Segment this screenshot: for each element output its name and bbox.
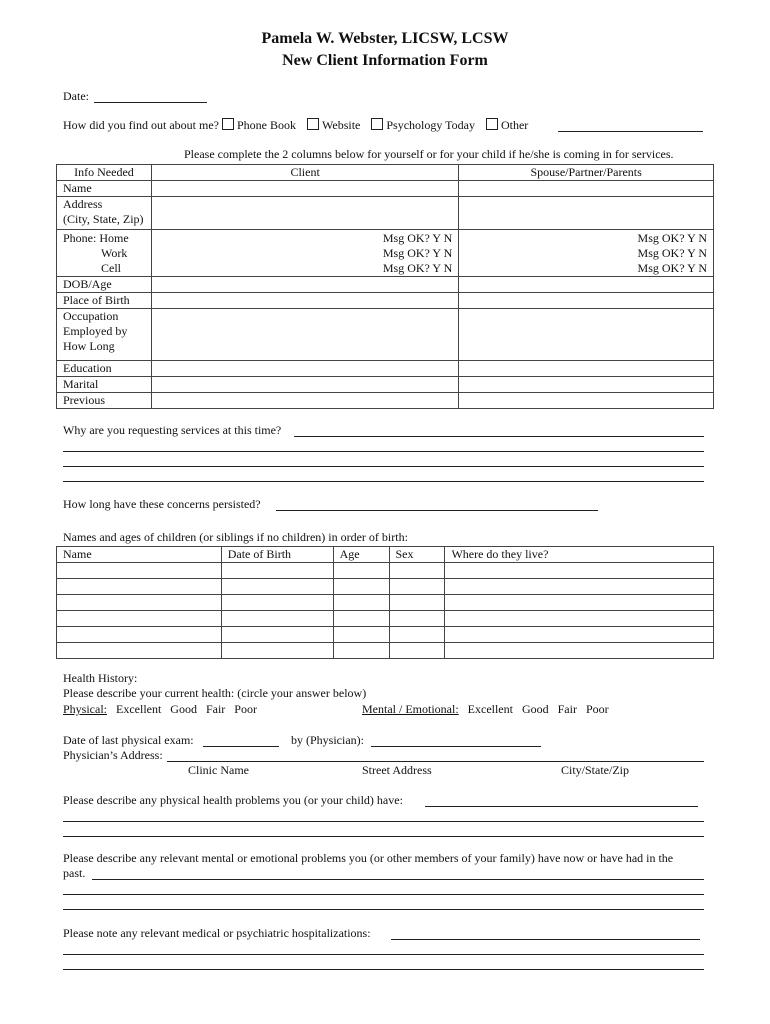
last-exam-field[interactable] — [203, 746, 279, 747]
msg-ok: Msg OK? Y N — [637, 246, 707, 260]
child-name-header: Name — [57, 547, 222, 563]
child-sex-header: Sex — [389, 547, 445, 563]
msg-ok: Msg OK? Y N — [382, 261, 453, 275]
client-marital-cell[interactable] — [151, 377, 458, 393]
past-label: past. — [63, 866, 86, 880]
table-row — [57, 627, 714, 643]
client-pob-cell[interactable] — [151, 293, 458, 309]
other-label: Other — [500, 118, 529, 132]
table-row — [57, 563, 714, 579]
referral-row — [63, 118, 528, 133]
spouse-occupation-cell[interactable] — [459, 309, 714, 361]
table-row — [57, 643, 714, 659]
client-phone-cell[interactable] — [151, 230, 458, 277]
other-checkbox[interactable] — [486, 118, 498, 130]
msg-ok: Msg OK? Y N — [637, 231, 707, 245]
spouse-pob-cell[interactable] — [459, 293, 714, 309]
health-describe: Please describe your current health: (circle your answer below) — [63, 686, 367, 700]
child-lives-header: Where do they live? — [445, 547, 714, 563]
client-address-cell[interactable] — [151, 197, 458, 230]
spouse-address-cell[interactable] — [459, 197, 714, 230]
table-row — [57, 611, 714, 627]
why-requesting-field[interactable] — [294, 436, 704, 437]
date-field[interactable] — [94, 102, 207, 103]
msg-ok: Msg OK? Y N — [382, 231, 453, 245]
children-table — [56, 546, 714, 659]
mental-label: Mental / Emotional: — [362, 702, 459, 716]
mental-line[interactable] — [63, 894, 704, 895]
referral-question: How did you find out about me? — [63, 118, 219, 132]
client-occupation-cell[interactable] — [151, 309, 458, 361]
client-dob-cell[interactable] — [151, 277, 458, 293]
physical-line[interactable] — [63, 836, 704, 837]
instructions: Please complete the 2 columns below for yourself or for your child if he/she is coming in for services. — [184, 147, 674, 161]
physical-problems-field[interactable] — [425, 806, 698, 807]
other-field[interactable] — [558, 131, 703, 132]
spouse-dob-cell[interactable] — [459, 277, 714, 293]
hospitalizations-line[interactable] — [63, 969, 704, 970]
mental-rating-row — [362, 702, 609, 717]
spouse-name-cell[interactable] — [459, 181, 714, 197]
last-exam-label: Date of last physical exam: — [63, 733, 194, 747]
why-line[interactable] — [63, 451, 704, 452]
why-requesting-label: Why are you requesting services at this time? — [63, 423, 282, 437]
pob-row-label: Place of Birth — [57, 293, 152, 309]
table-row — [57, 595, 714, 611]
occupation-row-label: Occupation Employed by How Long — [57, 309, 152, 361]
physical-ratings[interactable]: Excellent Good Fair Poor — [116, 702, 257, 716]
client-previous-cell[interactable] — [151, 393, 458, 409]
hospitalizations-label: Please note any relevant medical or psychiatric hospitalizations: — [63, 926, 371, 940]
msg-ok: Msg OK? Y N — [637, 261, 707, 275]
physician-address-label: Physician’s Address: — [63, 748, 163, 762]
why-line[interactable] — [63, 466, 704, 467]
phone-book-checkbox[interactable] — [222, 118, 234, 130]
child-dob-header: Date of Birth — [221, 547, 333, 563]
mental-line[interactable] — [63, 909, 704, 910]
psychology-today-checkbox[interactable] — [371, 118, 383, 130]
children-intro: Names and ages of children (or siblings if no children) in order of birth: — [63, 530, 408, 544]
city-state-zip-caption: City/State/Zip — [561, 763, 629, 777]
hospitalizations-line[interactable] — [63, 954, 704, 955]
physical-label: Physical: — [63, 702, 107, 716]
phone-row-label: Phone: Home Work Cell — [57, 230, 152, 277]
practitioner-name: Pamela W. Webster, LICSW, LCSW — [261, 30, 509, 47]
how-long-field[interactable] — [276, 510, 598, 511]
website-label: Website — [322, 118, 361, 132]
form-title: New Client Information Form — [282, 52, 488, 69]
psychology-today-label: Psychology Today — [386, 118, 475, 132]
health-history-title: Health History: — [63, 671, 138, 685]
client-education-cell[interactable] — [151, 361, 458, 377]
physical-rating-row — [63, 702, 257, 717]
address-row-label: Address (City, State, Zip) — [57, 197, 152, 230]
spouse-education-cell[interactable] — [459, 361, 714, 377]
client-header: Client — [151, 165, 458, 181]
education-row-label: Education — [57, 361, 152, 377]
spouse-header: Spouse/Partner/Parents — [459, 165, 714, 181]
info-table — [56, 164, 714, 409]
client-name-cell[interactable] — [151, 181, 458, 197]
why-line[interactable] — [63, 481, 704, 482]
physical-problems-label: Please describe any physical health problems you (or your child) have: — [63, 793, 403, 807]
child-age-header: Age — [333, 547, 389, 563]
table-row — [57, 579, 714, 595]
mental-ratings[interactable]: Excellent Good Fair Poor — [467, 702, 609, 716]
spouse-previous-cell[interactable] — [459, 393, 714, 409]
date-label: Date: — [63, 89, 89, 103]
clinic-name-caption: Clinic Name — [188, 763, 249, 777]
marital-row-label: Marital — [57, 377, 152, 393]
physician-address-field[interactable] — [167, 761, 704, 762]
website-checkbox[interactable] — [307, 118, 319, 130]
phone-book-label: Phone Book — [236, 118, 296, 132]
spouse-phone-cell[interactable] — [459, 230, 714, 277]
info-needed-header: Info Needed — [57, 165, 152, 181]
mental-problems-field[interactable] — [92, 879, 704, 880]
by-physician-label: by (Physician): — [291, 733, 364, 747]
mental-problems-label: Please describe any relevant mental or emotional problems you (or other members of your family) have now or have had in the — [63, 851, 674, 865]
how-long-label: How long have these concerns persisted? — [63, 497, 261, 511]
hospitalizations-field[interactable] — [391, 939, 700, 940]
physical-line[interactable] — [63, 821, 704, 822]
physician-field[interactable] — [371, 746, 541, 747]
spouse-marital-cell[interactable] — [459, 377, 714, 393]
name-row-label: Name — [57, 181, 152, 197]
dob-row-label: DOB/Age — [57, 277, 152, 293]
street-address-caption: Street Address — [362, 763, 432, 777]
msg-ok: Msg OK? Y N — [382, 246, 453, 260]
previous-row-label: Previous — [57, 393, 152, 409]
